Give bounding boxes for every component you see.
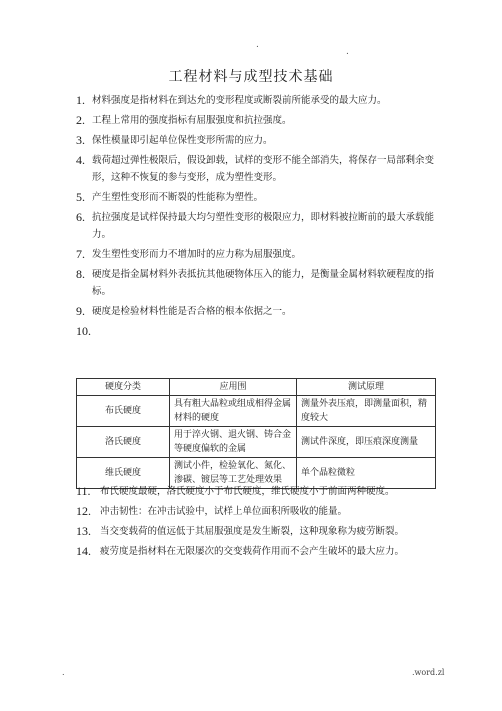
item-text: 工程上常用的强度指标有屈服强度和抗拉强度。	[92, 115, 292, 126]
decorative-dot: .	[346, 47, 349, 57]
item-text: 疲劳度是指材料在无限屡次的交变载荷作用而不会产生破坏的最大应力。	[100, 546, 405, 557]
list-item	[76, 266, 436, 300]
item-number: 10.	[76, 324, 91, 338]
item-text: 发生塑性变形而力不增加时的应力称为屈服强度。	[92, 249, 302, 260]
item-text: 硬度是检验材料性能是否合格的根本依据之一。	[92, 306, 292, 317]
item-text: 抗拉强度是试样保持最大均匀塑性变形的极限应力，即材料被拉断前的最大承载能力。	[92, 212, 435, 240]
item-text: 布氏硬度最硬，洛氏硬度小于布氏硬度，维氏硬度小于前面两种硬度。	[100, 486, 395, 497]
item-number: 13.	[76, 524, 91, 538]
list-item	[76, 303, 436, 320]
item-text: 冲击韧性：在冲击试验中，试样上单位面积所吸收的能量。	[100, 506, 348, 517]
list-item	[76, 523, 436, 540]
list-item	[76, 323, 436, 340]
table-cell-range: 用于淬火钢、退火钢、铸合金等硬度偏软的金属	[170, 427, 297, 458]
footer-mark: .	[62, 668, 65, 677]
table-cell-type: 布氏硬度	[77, 396, 170, 427]
list-item	[76, 483, 436, 500]
table-header-row	[77, 379, 436, 396]
item-number: 1.	[76, 93, 85, 107]
table-header: 测试原理	[297, 379, 436, 396]
item-number: 14.	[76, 544, 91, 558]
list-item	[76, 209, 436, 243]
item-number: 3.	[76, 133, 85, 147]
item-text: 产生塑性变形而不断裂的性能称为塑性。	[92, 192, 264, 203]
list-item	[76, 246, 436, 263]
list-item	[76, 152, 436, 186]
table-cell-principle: 测试件深度，即压痕深度测量	[297, 427, 436, 458]
item-number: 4.	[76, 153, 85, 167]
item-number: 9.	[76, 304, 85, 318]
item-number: 6.	[76, 210, 85, 224]
table-cell-principle: 单个晶粒微粒	[297, 458, 436, 489]
table-header: 应用围	[170, 379, 297, 396]
table-cell-type: 维氏硬度	[77, 458, 170, 489]
list-item	[76, 132, 436, 149]
table-cell-range: 具有粗大晶粒或组成相得金属材料的硬度	[170, 396, 297, 427]
list-item	[76, 92, 436, 109]
item-number: 8.	[76, 267, 85, 281]
item-text	[106, 323, 436, 340]
item-text: 载荷超过弹性极限后，假设卸载，试样的变形不能全部消失，将保存一局部剩余变形，这种不恢复的参与变形，成为塑性变形。	[92, 155, 435, 183]
item-text: 当交变载荷的值远低于其屈服强度是发生断裂，这种现象称为疲劳断裂。	[100, 526, 405, 537]
hardness-table	[76, 378, 436, 489]
item-number: 2.	[76, 113, 85, 127]
footer-watermark: .word.zl	[412, 668, 445, 677]
list-item	[76, 112, 436, 129]
numbered-list-continued	[76, 483, 436, 563]
item-number: 5.	[76, 190, 85, 204]
item-number: 11.	[76, 484, 91, 498]
item-number: 7.	[76, 247, 85, 261]
table-cell-range: 测试小件，检验氧化、氮化、渗碳、镀层等工艺处理效果	[170, 458, 297, 489]
item-text: 材料强度是指材料在到达允的变形程度或断裂前所能承受的最大应力。	[92, 95, 387, 106]
item-number: 12.	[76, 504, 91, 518]
table-cell-principle: 测量外表压痕，即测量面积，精度较大	[297, 396, 436, 427]
item-text: 硬度是指金属材料外表抵抗其他硬物体压入的能力，是衡量金属材料软硬程度的指标。	[92, 269, 435, 297]
item-text: 保性模量即引起单位保性变形所需的应力。	[92, 135, 273, 146]
list-item	[76, 503, 436, 520]
list-item	[76, 189, 436, 206]
list-item	[76, 543, 436, 560]
table-row	[77, 427, 436, 458]
table-cell-type: 洛氏硬度	[77, 427, 170, 458]
document-title: 工程材料与成型技术基础	[168, 69, 334, 85]
table-row	[77, 396, 436, 427]
numbered-list	[76, 92, 436, 343]
decorative-dot: .	[256, 40, 259, 50]
table-header: 硬度分类	[77, 379, 170, 396]
